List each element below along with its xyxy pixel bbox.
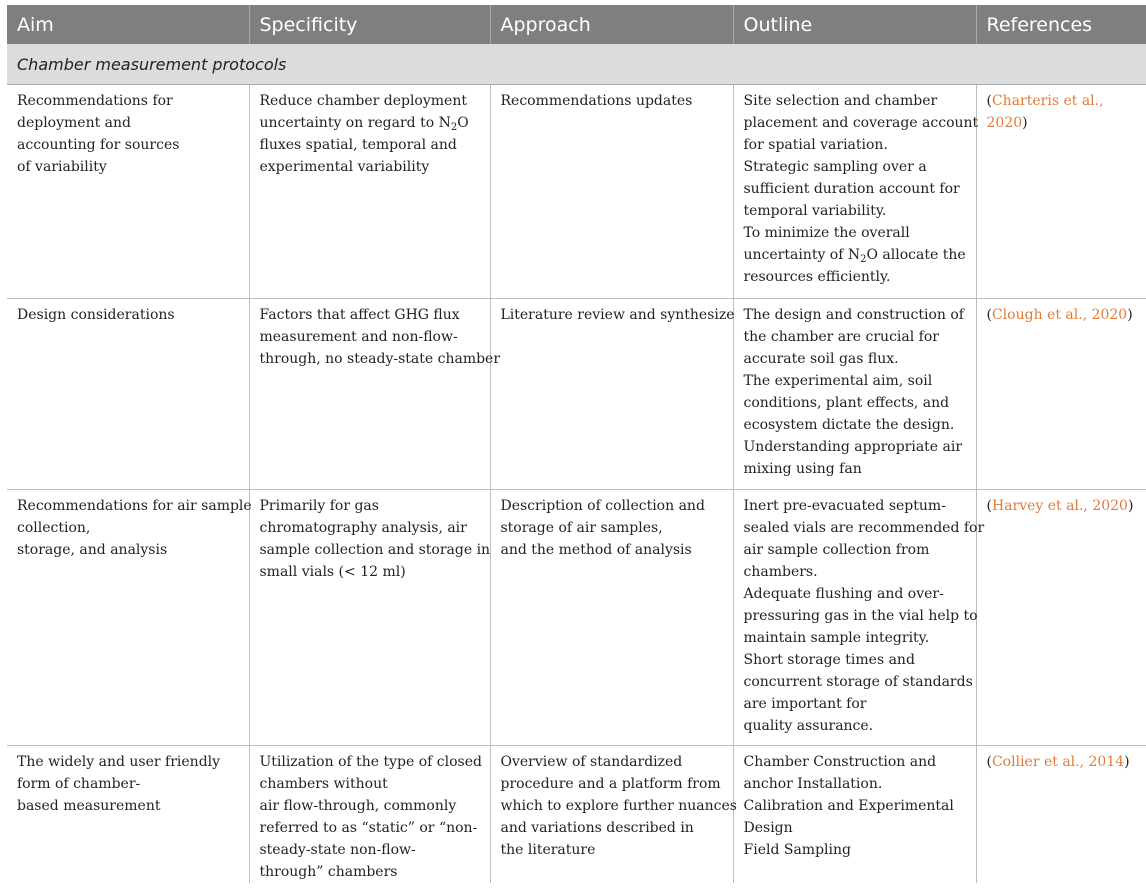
outline-line: Design (743, 820, 793, 836)
specificity-line: referred to as “static” or “non- (259, 820, 478, 836)
approach-line: storage of air samples, (500, 520, 663, 536)
outline-line: the chamber are crucial for (743, 329, 939, 345)
aim-line: Design considerations (17, 307, 175, 323)
specificity-line: measurement and non-flow- (259, 329, 458, 345)
outline-line: Short storage times and (743, 652, 915, 668)
outline-line: concurrent storage of standards (743, 674, 973, 690)
reference-link[interactable]: Collier et al., 2014 (991, 754, 1125, 770)
specificity-line: Reduce chamber deployment (259, 93, 467, 109)
specificity-line: through, no steady-state chamber (259, 351, 501, 367)
outline-line: The design and construction of (743, 307, 964, 323)
reference-link[interactable]: Harvey et al., 2020 (991, 498, 1128, 514)
paren: ( (986, 307, 992, 323)
outline-cell (733, 299, 976, 490)
outline-line: placement and coverage account (743, 115, 979, 131)
specificity-line: fluxes spatial, temporal and (259, 137, 457, 153)
outline-line: sufficient duration account for (743, 181, 960, 197)
specificity-line: chambers without (259, 776, 388, 792)
aim-line: Recommendations for air sample (17, 498, 252, 514)
approach-line: which to explore further nuances (500, 798, 737, 814)
reference-link[interactable]: Charteris et al., 2020 (986, 93, 1104, 131)
paren: ( (986, 498, 992, 514)
outline-line: anchor Installation. (743, 776, 883, 792)
outline-cell (733, 746, 976, 884)
text-fragment: uncertainty of N (743, 247, 861, 263)
aim-line: of variability (17, 159, 107, 175)
outline-line: resources efficiently. (743, 269, 891, 285)
outline-line: chambers. (743, 564, 818, 580)
specificity-line: Utilization of the type of closed (259, 754, 482, 770)
approach-line: and the method of analysis (500, 542, 692, 558)
specificity-line: sample collection and storage in (259, 542, 491, 558)
reference-cell (976, 746, 1146, 884)
aim-line: accounting for sources (17, 137, 180, 153)
specificity-cell (249, 746, 490, 884)
aim-line: storage, and analysis (17, 542, 168, 558)
paren: ) (1127, 307, 1133, 323)
outline-line: pressuring gas in the vial help to (743, 608, 978, 624)
aim-cell (7, 85, 249, 299)
aim-cell (7, 490, 252, 746)
reference-cell (976, 299, 1146, 490)
paren: ) (1022, 115, 1028, 131)
table-row (7, 299, 1146, 490)
outline-line: temporal variability. (743, 203, 887, 219)
outline-line: To minimize the overall (743, 225, 910, 241)
outline-line: Calibration and Experimental (743, 798, 954, 814)
specificity-line: air flow-through, commonly (259, 798, 457, 814)
specificity-cell (249, 490, 490, 746)
reference-cell (976, 490, 1146, 746)
specificity-line: small vials (< 12 ml) (259, 564, 406, 580)
paren: ( (986, 754, 992, 770)
outline-line: Site selection and chamber (743, 93, 938, 109)
header-aim: Aim (7, 6, 249, 45)
table-row (7, 490, 1146, 746)
outline-line: conditions, plant effects, and (743, 395, 950, 411)
aim-line: deployment and (17, 115, 132, 131)
specificity-line: through” chambers (259, 864, 398, 880)
section-row (7, 44, 1146, 85)
table-row (7, 746, 1146, 884)
outline-line: ecosystem dictate the design. (743, 417, 955, 433)
specificity-line: chromatography analysis, air (259, 520, 467, 536)
outline-line: mixing using fan (743, 461, 862, 477)
outline-line: sealed vials are recommended for (743, 520, 985, 536)
aim-line: based measurement (17, 798, 161, 814)
approach-cell (490, 299, 733, 490)
protocols-table (7, 5, 1146, 883)
outline-line: Strategic sampling over a (743, 159, 927, 175)
outline-line: Chamber Construction and (743, 754, 937, 770)
text-fragment: uncertainty on regard to N (259, 115, 451, 131)
aim-line: Recommendations for (17, 93, 173, 109)
outline-line: maintain sample integrity. (743, 630, 930, 646)
outline-line: accurate soil gas flux. (743, 351, 899, 367)
specificity-cell (249, 299, 501, 490)
outline-line: Field Sampling (743, 842, 851, 858)
text-fragment: O allocate the (866, 247, 966, 263)
approach-cell (490, 85, 733, 299)
outline-line: Adequate flushing and over- (743, 586, 944, 602)
specificity-line (260, 112, 480, 134)
header-references: References (976, 6, 1146, 45)
header-row (7, 6, 1146, 45)
outline-line: are important for (743, 696, 867, 712)
approach-line: Literature review and synthesize (500, 307, 735, 323)
paren: ) (1124, 754, 1130, 770)
paren: ) (1127, 498, 1134, 514)
subscript: 2 (860, 254, 867, 265)
outline-line: quality assurance. (743, 718, 874, 734)
header-specificity: Specificity (249, 6, 490, 45)
outline-line: air sample collection from (743, 542, 930, 558)
approach-line: the literature (500, 842, 596, 858)
section-title: Chamber measurement protocols (7, 44, 1146, 85)
approach-line: Overview of standardized (500, 754, 683, 770)
paren: ( (986, 93, 992, 109)
outline-cell (733, 85, 979, 299)
outline-line: Inert pre-evacuated septum- (743, 498, 946, 514)
outline-line: for spatial variation. (743, 137, 888, 153)
approach-cell (490, 746, 737, 884)
approach-line: Description of collection and (500, 498, 705, 514)
aim-cell (7, 299, 249, 490)
outline-cell (733, 490, 985, 746)
specificity-cell (249, 85, 490, 299)
outline-line: The experimental aim, soil (743, 373, 933, 389)
reference-cell (976, 85, 1146, 299)
specificity-line: Primarily for gas (259, 498, 379, 514)
aim-cell (7, 746, 249, 884)
subscript: 2 (450, 122, 458, 133)
header-approach: Approach (490, 6, 733, 45)
specificity-line: experimental variability (259, 159, 430, 175)
aim-line: The widely and user friendly (17, 754, 221, 770)
outline-line (744, 244, 966, 266)
approach-line: Recommendations updates (500, 93, 693, 109)
aim-line: form of chamber- (17, 776, 141, 792)
aim-line: collection, (17, 520, 91, 536)
table-row (7, 85, 1146, 299)
approach-line: and variations described in (500, 820, 694, 836)
approach-cell (490, 490, 733, 746)
reference-link[interactable]: Clough et al., 2020 (991, 307, 1128, 323)
text-fragment: O (457, 115, 469, 131)
specificity-line: steady-state non-flow- (259, 842, 416, 858)
outline-line: Understanding appropriate air (743, 439, 963, 455)
specificity-line: Factors that affect GHG flux (259, 307, 460, 323)
approach-line: procedure and a platform from (500, 776, 721, 792)
header-outline: Outline (733, 6, 976, 45)
